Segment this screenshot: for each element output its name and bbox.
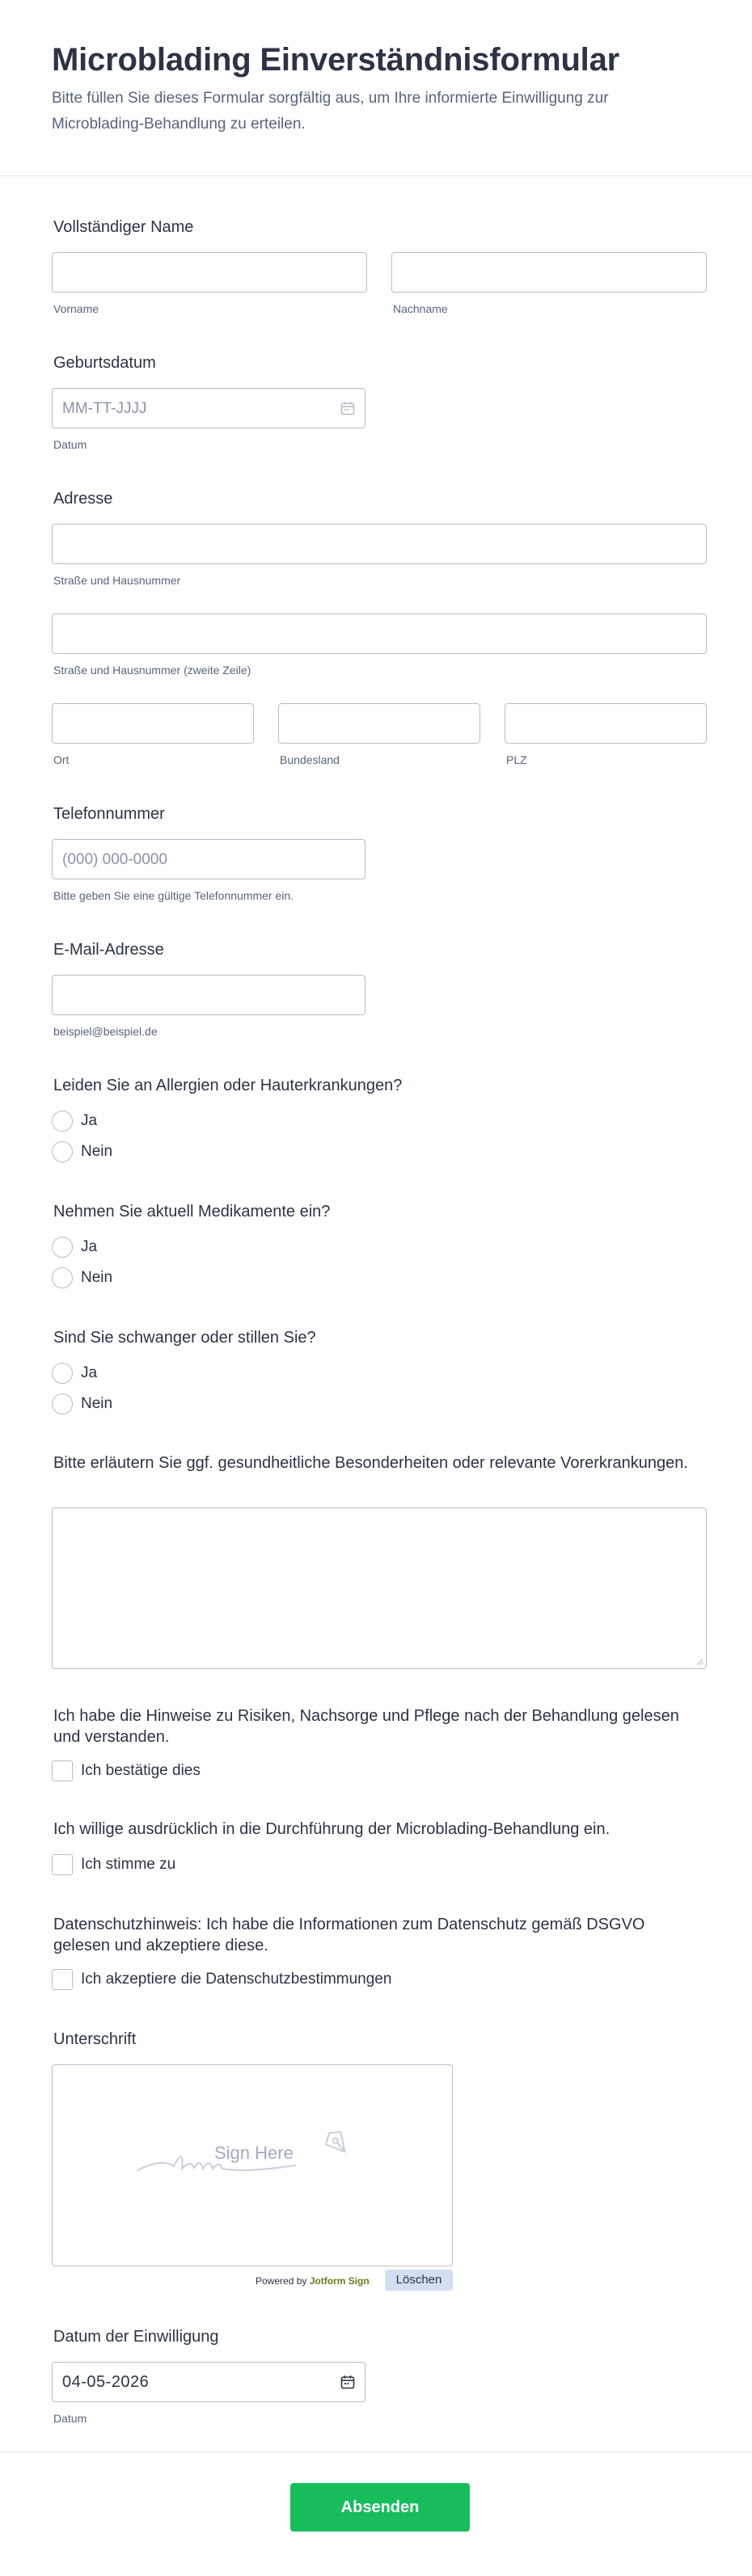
city-input[interactable]	[52, 703, 254, 744]
form-header	[0, 0, 752, 176]
city-sublabel: Ort	[53, 753, 70, 766]
powered-brand: Jotform Sign	[309, 2275, 370, 2287]
birthdate-label: Geburtsdatum	[53, 354, 156, 372]
address-label: Adresse	[53, 490, 113, 508]
checkbox-label: Ich bestätige dies	[81, 1762, 201, 1779]
phone-input[interactable]	[52, 839, 365, 879]
radio-label: Nein	[81, 1395, 113, 1412]
birthdate-placeholder: MM-TT-JJJJ	[62, 400, 147, 417]
checkbox-label: Ich stimme zu	[81, 1856, 176, 1873]
allergies-question: Leiden Sie an Allergien oder Hauterkrankungen?	[53, 1077, 403, 1094]
health-notes-label: Bitte erläutern Sie ggf. gesundheitliche Besonderheiten oder relevante Vorerkrankungen.	[53, 1454, 688, 1472]
radio-button[interactable]	[52, 1111, 73, 1132]
zip-input[interactable]	[505, 703, 707, 744]
email-label: E-Mail-Adresse	[53, 941, 164, 959]
form-title: Microblading Einverständnisformular	[52, 42, 620, 78]
street-line2-input[interactable]	[52, 613, 707, 654]
radio-label: Ja	[81, 1112, 98, 1129]
radio-label: Nein	[81, 1143, 113, 1160]
full-name-label: Vollständiger Name	[53, 218, 194, 236]
powered-prefix: Powered by	[256, 2275, 307, 2287]
resize-handle-icon[interactable]	[695, 1658, 703, 1666]
radio-label: Ja	[81, 1238, 98, 1255]
consent-date-value: 04-05-2026	[62, 2373, 150, 2391]
radio-button[interactable]	[52, 1237, 73, 1258]
signature-pad[interactable]	[52, 2064, 453, 2266]
email-input[interactable]	[52, 975, 365, 1015]
consent-date-label: Datum der Einwilligung	[53, 2328, 219, 2346]
last-name-input[interactable]	[391, 252, 707, 293]
signature-label: Unterschrift	[53, 2030, 137, 2048]
radio-button[interactable]	[52, 1363, 73, 1384]
state-sublabel: Bundesland	[280, 753, 340, 766]
checkbox[interactable]	[52, 1969, 73, 1990]
privacy-label: Datenschutzhinweis: Ich habe die Informationen zum Datenschutz gemäß DSGVO gelesen und akzeptiere diese.	[53, 1916, 645, 1954]
last-name-sublabel: Nachname	[393, 302, 448, 315]
phone-label: Telefonnummer	[53, 805, 165, 823]
street-line2-sublabel: Straße und Hausnummer (zweite Zeile)	[53, 664, 251, 677]
birthdate-sublabel: Datum	[53, 438, 87, 451]
checkbox-label: Ich akzeptiere die Datenschutzbestimmungen	[81, 1971, 392, 1988]
medication-question: Nehmen Sie aktuell Medikamente ein?	[53, 1203, 331, 1221]
radio-button[interactable]	[52, 1267, 73, 1288]
form-subtitle: Bitte füllen Sie dieses Formular sorgfältig aus, um Ihre informierte Einwilligung zur Microblading-Behandlung zu erteilen.	[52, 90, 609, 133]
health-notes-textarea[interactable]	[52, 1507, 707, 1669]
consent-date-sublabel: Datum	[53, 2412, 87, 2425]
calendar-icon[interactable]	[340, 401, 355, 415]
phone-placeholder: (000) 000-0000	[62, 851, 167, 868]
pregnancy-question: Sind Sie schwanger oder stillen Sie?	[53, 1329, 316, 1347]
phone-sublabel: Bitte geben Sie eine gültige Telefonnummer ein.	[53, 889, 294, 902]
radio-button[interactable]	[52, 1393, 73, 1414]
first-name-sublabel: Vorname	[53, 302, 99, 315]
radio-label: Nein	[81, 1269, 113, 1286]
state-input[interactable]	[278, 703, 480, 744]
sign-here-placeholder: Sign Here	[214, 2143, 294, 2163]
zip-sublabel: PLZ	[506, 753, 527, 766]
radio-button[interactable]	[52, 1141, 73, 1162]
checkbox[interactable]	[52, 1760, 73, 1781]
birthdate-input[interactable]	[52, 388, 365, 428]
street-line1-input[interactable]	[52, 524, 707, 564]
consent-label: Ich willige ausdrücklich in die Durchführung der Microblading-Behandlung ein.	[53, 1820, 610, 1838]
radio-label: Ja	[81, 1364, 98, 1381]
email-sublabel: beispiel@beispiel.de	[53, 1025, 158, 1038]
first-name-input[interactable]	[52, 252, 367, 293]
consent-date-input[interactable]	[52, 2362, 365, 2402]
clear-signature-button[interactable]: Löschen	[385, 2270, 453, 2291]
powered-by-text	[256, 2275, 370, 2287]
street-line1-sublabel: Straße und Hausnummer	[53, 574, 181, 587]
submit-button[interactable]: Absenden	[290, 2483, 470, 2532]
risks-label: Ich habe die Hinweise zu Risiken, Nachsorge und Pflege nach der Behandlung gelesen und verstanden.	[53, 1707, 679, 1746]
calendar-icon[interactable]	[340, 2375, 355, 2389]
checkbox[interactable]	[52, 1854, 73, 1875]
